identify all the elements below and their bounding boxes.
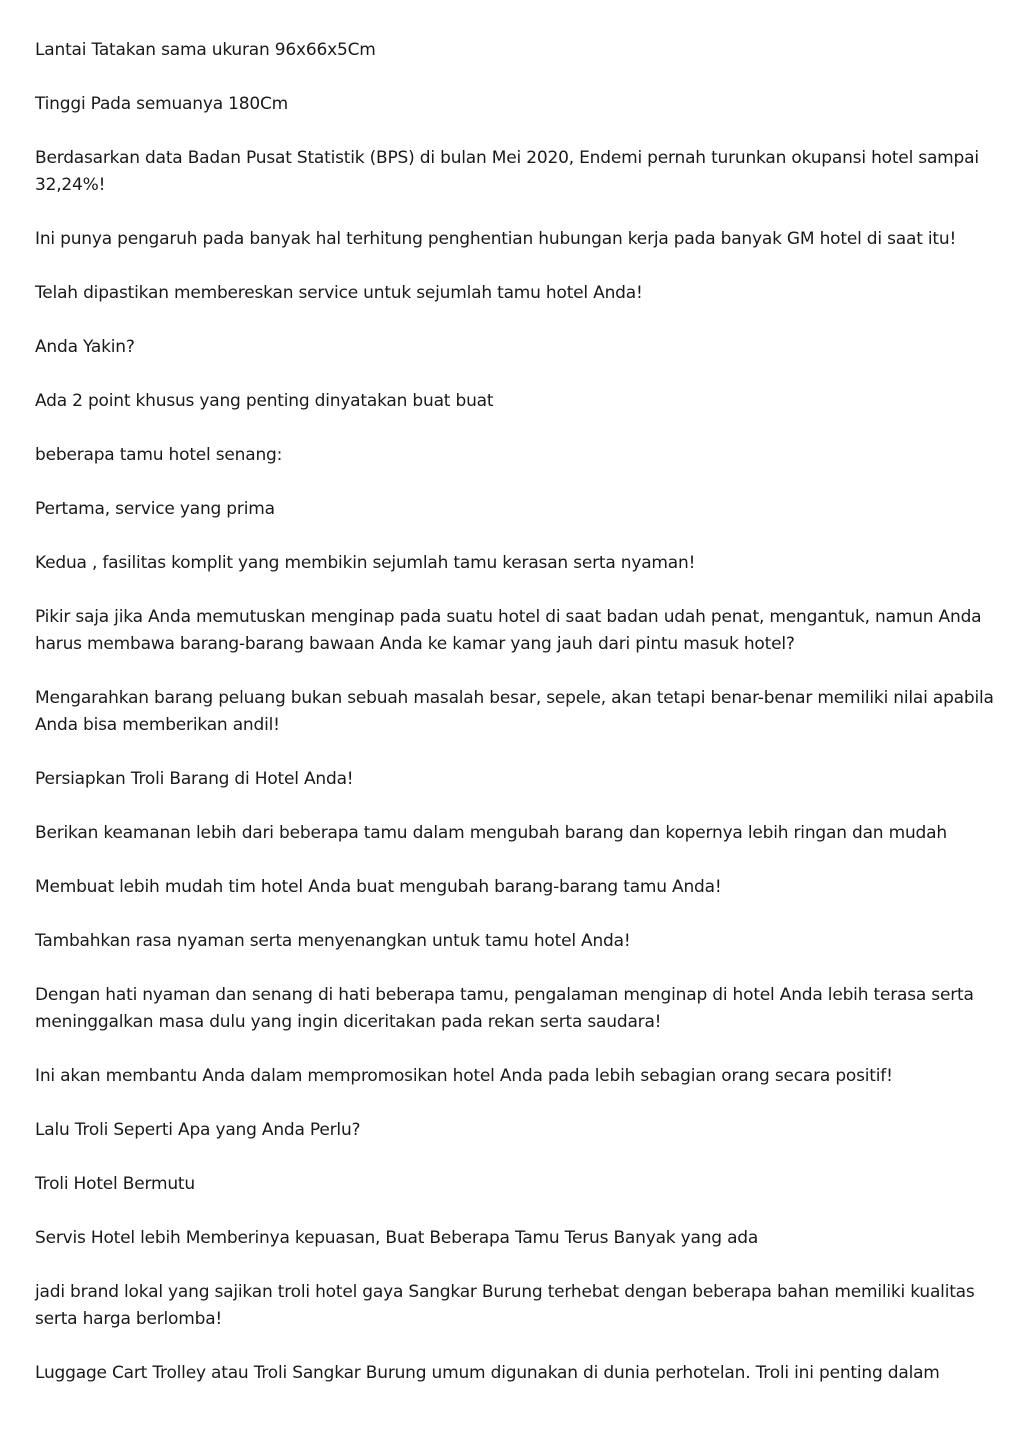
paragraph-two-points: Ada 2 point khusus yang penting dinyatakan buat buat: [35, 391, 494, 411]
paragraph-service-satisfaction: Servis Hotel lebih Memberinya kepuasan, Buat Beberapa Tamu Terus Banyak yang ada: [35, 1228, 759, 1248]
paragraph-experience: Dengan hati nyaman dan senang di hati beberapa tamu, pengalaman menginap di hotel Anda lebih terasa serta meninggalkan masa dulu yang ingin diceritakan pada rekan serta saudara!: [35, 985, 974, 1032]
paragraph-security: Berikan keamanan lebih dari beberapa tamu dalam mengubah barang dan kopernya lebih ringan dan mudah: [35, 823, 947, 843]
paragraph-comfort: Tambahkan rasa nyaman serta menyenangkan untuk tamu hotel Anda!: [35, 931, 631, 951]
paragraph-what-trolley: Lalu Troli Seperti Apa yang Anda Perlu?: [35, 1120, 361, 1140]
paragraph-question: Anda Yakin?: [35, 337, 135, 357]
paragraph-second-point: Kedua , fasilitas komplit yang membikin sejumlah tamu kerasan serta nyaman!: [35, 553, 696, 573]
paragraph-promotion: Ini akan membantu Anda dalam mempromosikan hotel Anda pada lebih sebagian orang secara positif!: [35, 1066, 893, 1086]
paragraph-local-brand: jadi brand lokal yang sajikan troli hotel gaya Sangkar Burung terhebat dengan beberapa bahan memiliki kualitas serta harga berlomba!: [35, 1282, 975, 1329]
paragraph-service-check: Telah dipastikan membereskan service untuk sejumlah tamu hotel Anda!: [35, 283, 643, 303]
paragraph-happy-guests: beberapa tamu hotel senang:: [35, 445, 283, 465]
paragraph-bps-data: Berdasarkan data Badan Pusat Statistik (BPS) di bulan Mei 2020, Endemi pernah turunkan okupansi hotel sampai 32,24%!: [35, 148, 979, 195]
paragraph-floor-size: Lantai Tatakan sama ukuran 96x66x5Cm: [35, 40, 376, 60]
paragraph-luggage-cart: Luggage Cart Trolley atau Troli Sangkar Burung umum digunakan di dunia perhotelan. Troli ini penting dalam: [35, 1363, 940, 1383]
paragraph-impact: Ini punya pengaruh pada banyak hal terhitung penghentian hubungan kerja pada banyak GM hotel di saat itu!: [35, 229, 957, 249]
document-page: [35, 37, 995, 1414]
paragraph-directing-luggage: Mengarahkan barang peluang bukan sebuah masalah besar, sepele, akan tetapi benar-benar memiliki nilai apabila Anda bisa memberikan andil!: [35, 688, 994, 735]
paragraph-height: Tinggi Pada semuanya 180Cm: [35, 94, 288, 114]
paragraph-imagine: Pikir saja jika Anda memutuskan menginap pada suatu hotel di saat badan udah penat, mengantuk, namun Anda harus membawa barang-barang bawaan Anda ke kamar yang jauh dari pintu masuk hotel?: [35, 607, 982, 654]
paragraph-quality-trolley: Troli Hotel Bermutu: [35, 1174, 195, 1194]
paragraph-easier-team: Membuat lebih mudah tim hotel Anda buat mengubah barang-barang tamu Anda!: [35, 877, 722, 897]
paragraph-prepare-trolley: Persiapkan Troli Barang di Hotel Anda!: [35, 769, 354, 789]
paragraph-first-point: Pertama, service yang prima: [35, 499, 275, 519]
